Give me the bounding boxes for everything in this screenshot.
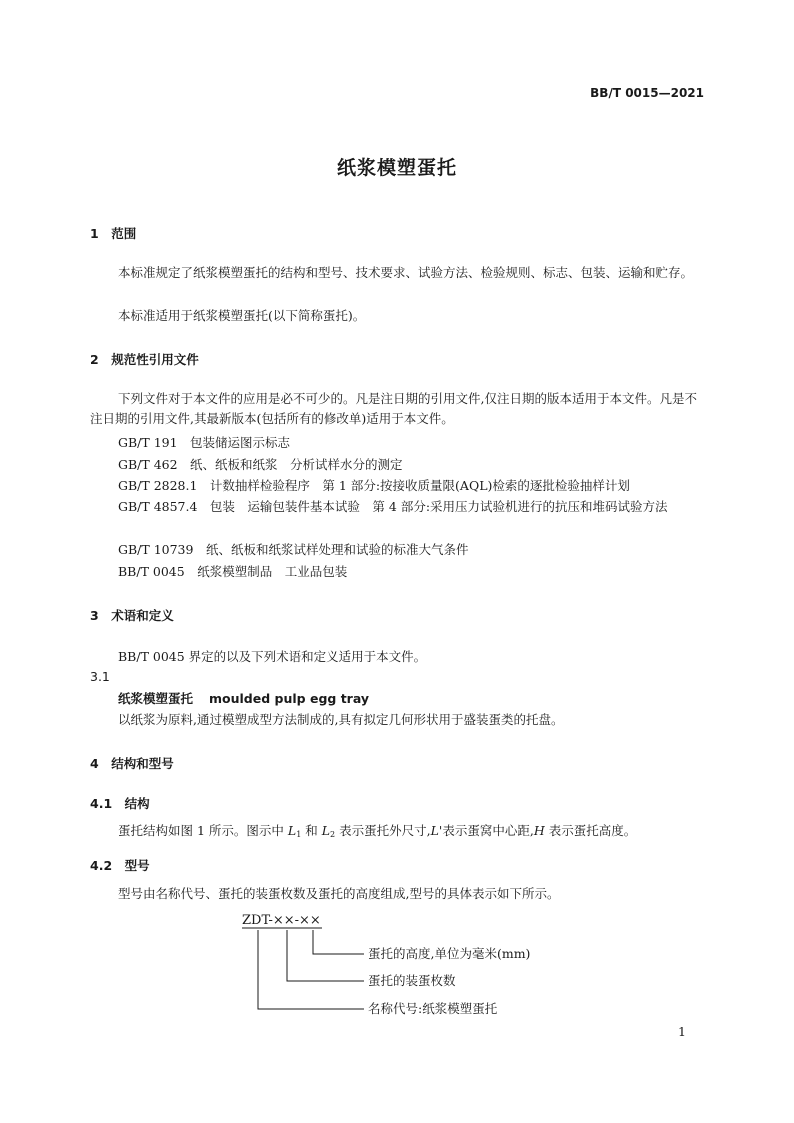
section-2-heading: 2 规范性引用文件 — [90, 352, 199, 367]
section-4-2-text: 型号由名称代号、蛋托的装蛋枚数及蛋托的高度组成,型号的具体表示如下所示。 — [118, 886, 560, 901]
term-definition: 以纸浆为原料,通过模塑成型方法制成的,具有拟定几何形状用于盛装蛋类的托盘。 — [118, 712, 564, 727]
section-3-heading: 3 术语和定义 — [90, 608, 174, 623]
leader-line-height — [313, 930, 364, 954]
section-4-1-text: 蛋托结构如图 1 所示。图示中 $L_1$ 和 $L_2$ 表示蛋托外尺寸,L'表示蛋窝中心距,H 表示蛋托高度。 — [118, 823, 637, 839]
document-code: BB/T 0015—2021 — [590, 86, 704, 100]
section-1-paragraph-2: 本标准适用于纸浆模塑蛋托(以下简称蛋托)。 — [118, 308, 366, 323]
page-number: 1 — [678, 1024, 686, 1039]
reference-item: GB/T 4857.4 包装 运输包装件基本试验 第 4 部分:采用压力试验机进行的抗压和堆码试验方法 — [118, 499, 668, 514]
reference-item: GB/T 2828.1 计数抽样检验程序 第 1 部分:按接收质量限(AQL)检索的逐批检验抽样计划 — [118, 478, 630, 493]
diagram-label-count: 蛋托的装蛋枚数 — [368, 973, 456, 988]
leader-line-count — [287, 930, 364, 981]
diagram-label-code: 名称代号:纸浆模塑蛋托 — [368, 1001, 498, 1016]
section-4-1-heading: 4.1 结构 — [90, 796, 150, 811]
reference-item: GB/T 462 纸、纸板和纸浆 分析试样水分的测定 — [118, 457, 403, 472]
section-4-2-heading: 4.2 型号 — [90, 858, 150, 873]
reference-item: GB/T 191 包装储运图示标志 — [118, 435, 291, 450]
section-1-paragraph-1: 本标准规定了纸浆模塑蛋托的结构和型号、技术要求、试验方法、检验规则、标志、包装、运输和贮存。 — [118, 265, 694, 280]
reference-item: BB/T 0045 纸浆模塑制品 工业品包装 — [118, 564, 348, 579]
section-2-intro: 下列文件对于本文件的应用是必不可少的。凡是注日期的引用文件,仅注日期的版本适用于本文件。凡是不注日期的引用文件,其最新版本(包括所有的修改单)适用于本文件。 — [90, 391, 697, 426]
diagram-label-height: 蛋托的高度,单位为毫米(mm) — [368, 946, 531, 961]
document-title: 纸浆模塑蛋托 — [336, 157, 457, 179]
model-code: ZDT-××-×× — [242, 913, 321, 928]
term-chinese: 纸浆模塑蛋托 — [118, 691, 194, 706]
leader-line-code — [258, 930, 364, 1009]
section-4-heading: 4 结构和型号 — [90, 756, 174, 771]
section-1-heading: 1 范围 — [90, 226, 137, 241]
term-english: moulded pulp egg tray — [209, 691, 370, 706]
reference-item: GB/T 10739 纸、纸板和纸浆试样处理和试验的标准大气条件 — [118, 542, 469, 557]
section-3-intro: BB/T 0045 界定的以及下列术语和定义适用于本文件。 — [118, 649, 427, 664]
term-number: 3.1 — [90, 669, 110, 684]
